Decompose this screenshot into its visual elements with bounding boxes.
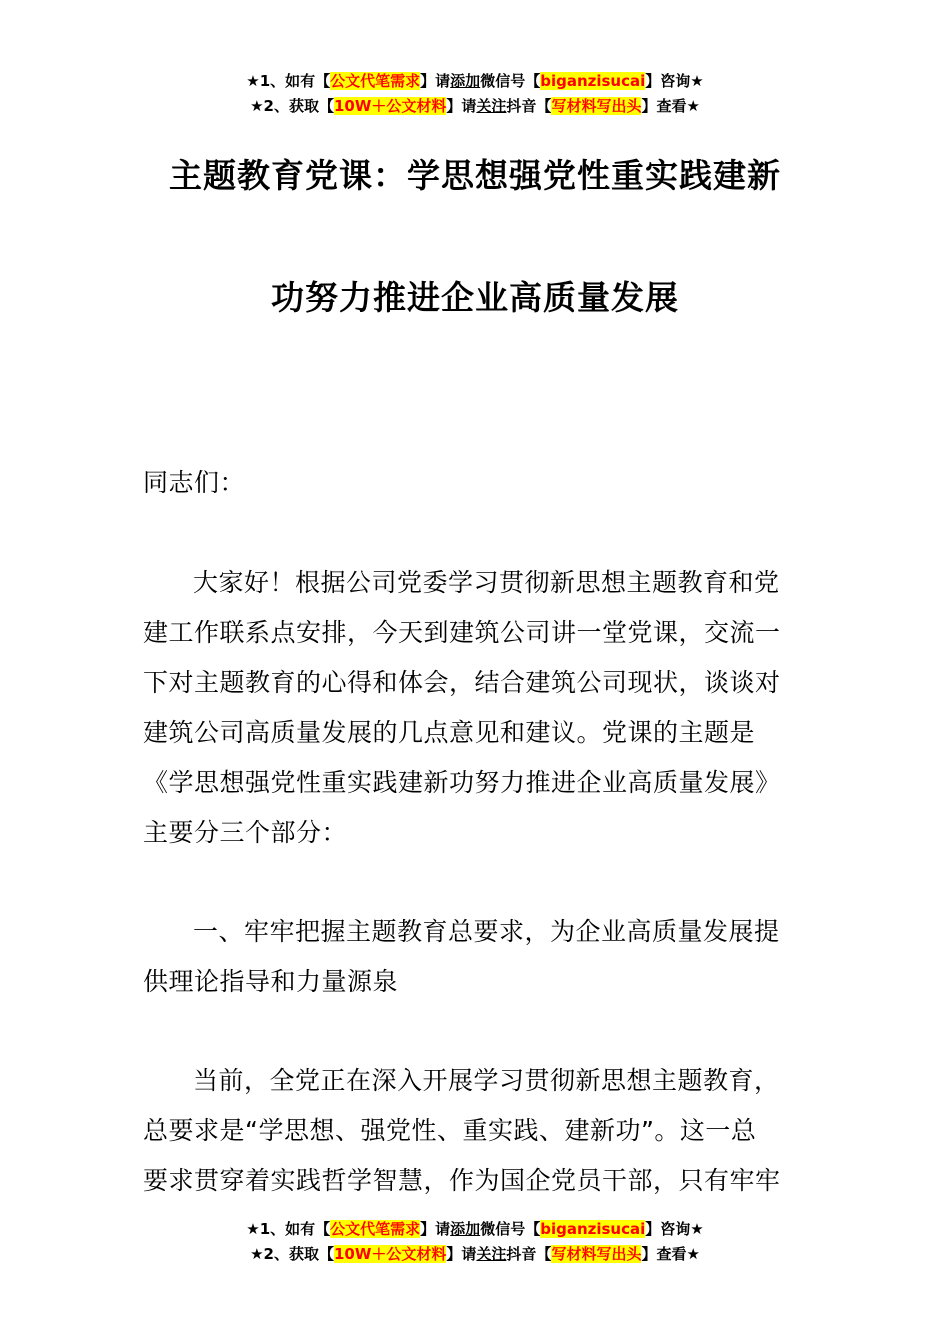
highlight-materials: 10W＋公文材料 <box>333 1245 447 1263</box>
star-icon: ★ <box>246 72 260 90</box>
document-title-line-1: 主题教育党课：学思想强党性重实践建新 <box>169 156 781 195</box>
highlight-wechat-id: biganzisucai <box>540 1220 646 1238</box>
paragraph-intro: 大家好！根据公司党委学习贯彻新思想主题教育和党 建工作联系点安排，今天到建筑公司讲一堂党课，交流一 下对主题教育的心得和体会，结合建筑公司现状，谈谈对 建筑公司高质量发展的几点意见和建议。党课的主题是 《学思想强党性重实践建新功努力推进企业高质量发展》 主要分三个部分： <box>143 568 781 847</box>
highlight-materials: 10W＋公文材料 <box>333 97 447 115</box>
document-title-line-2: 功努力推进企业高质量发展 <box>271 278 679 317</box>
star-icon: ★ <box>250 97 264 115</box>
bottom-banner-line-2: ★2、获取【10W＋公文材料】请关注抖音【写材料写出头】查看★ <box>250 1245 700 1263</box>
bottom-banner-line-1: ★1、如有【公文代笔需求】请添加微信号【biganzisucai】咨询★ <box>246 1220 704 1238</box>
highlight-wechat-id: biganzisucai <box>540 72 646 90</box>
top-banner-line-2: ★2、获取【10W＋公文材料】请关注抖音【写材料写出头】查看★ <box>250 97 700 115</box>
top-banner-line-1: ★1、如有【公文代笔需求】请添加微信号【biganzisucai】咨询★ <box>246 72 704 90</box>
star-icon: ★ <box>690 72 704 90</box>
highlight-douyin-account: 写材料写出头 <box>551 97 642 115</box>
highlight-douyin-account: 写材料写出头 <box>551 1245 642 1263</box>
section-heading-1: 一、牢牢把握主题教育总要求，为企业高质量发展提 供理论指导和力量源泉 <box>143 917 780 996</box>
paragraph-body: 当前，全党正在深入开展学习贯彻新思想主题教育， 总要求是“学思想、强党性、重实践、建新功”。这一总 要求贯穿着实践哲学智慧，作为国企党员干部，只有牢牢 <box>143 1066 781 1195</box>
star-icon: ★ <box>686 97 700 115</box>
star-icon: ★ <box>690 1220 704 1238</box>
star-icon: ★ <box>246 1220 260 1238</box>
salutation: 同志们： <box>143 468 246 497</box>
highlight-service: 公文代笔需求 <box>330 72 421 90</box>
highlight-service: 公文代笔需求 <box>330 1220 421 1238</box>
star-icon: ★ <box>250 1245 264 1263</box>
star-icon: ★ <box>686 1245 700 1263</box>
